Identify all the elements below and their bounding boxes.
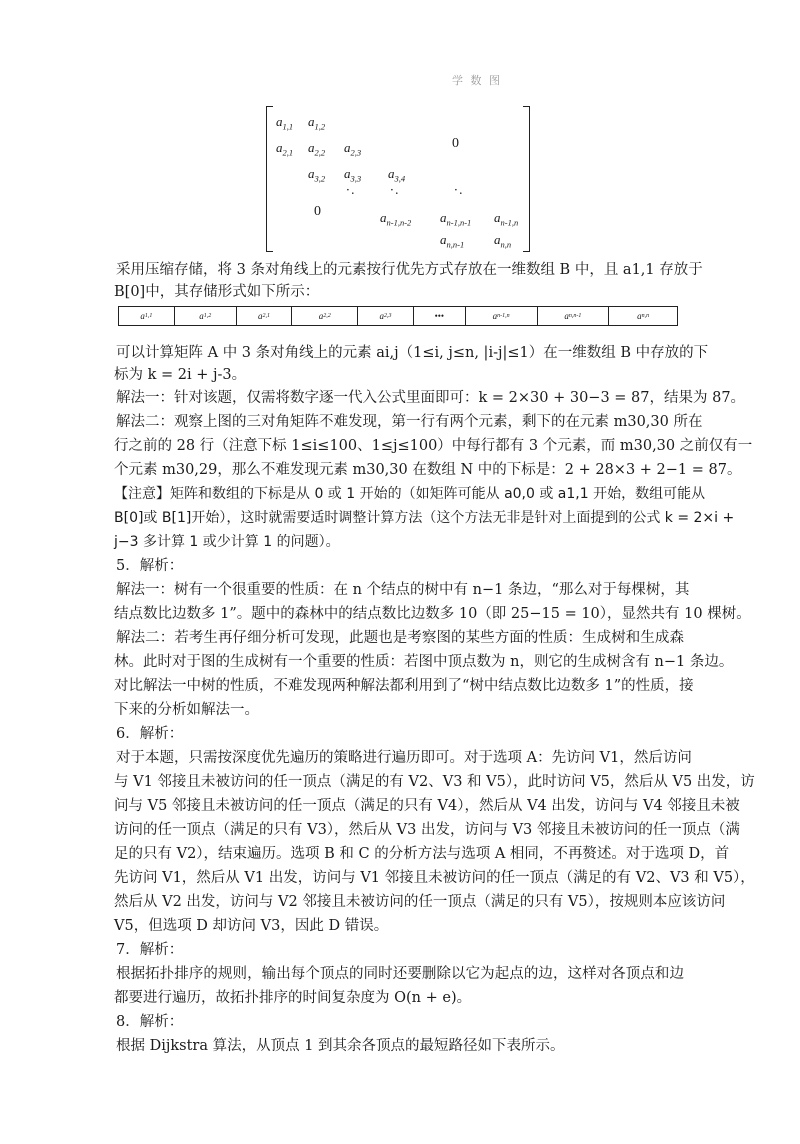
matrix-cell: $a_{2,3}$ [344,140,362,158]
text-line: 标为 k = 2i + j-3。 [114,367,247,383]
text-line: 行之前的 28 行（注意下标 1≤i≤100、1≤j≤100）中每行都有 3 个元素，而 m30,30 之前仅有一 [114,438,753,454]
array-cell: a n-1,n [466,307,538,325]
array-cell: a 2,1 [237,307,293,325]
matrix-diagonal-dots: ·. [454,183,464,197]
section-heading-6: 6．解析： [116,726,184,742]
note-line: B[0]或 B[1]开始），这时就需要适时调整计算方法（这个方法无非是针对上面提到的公式 k = 2×i + [114,510,735,526]
text-line: 根据拓扑排序的规则，输出每个顶点的同时还要删除以它为起点的边，这样对各顶点和边 [116,966,684,982]
section-heading-7: 7．解析： [116,942,184,958]
array-cell: a n,n [637,311,650,321]
section-heading-8: 8．解析： [116,1014,184,1030]
text-line: 结点数比边数多 1”。题中的森林中的结点数比边数多 10（即 25−15 = 10），显然共有 10 棵树。 [114,606,751,622]
matrix-diagonal-dots: ·. [346,183,356,197]
matrix-cell: $a_{n-1,n-1}$ [440,210,472,228]
array-cell: a n,n-1 [538,307,610,325]
matrix-left-bracket [266,106,273,252]
section-heading-5: 5．解析： [116,558,184,574]
text-line: 解法一：树有一个很重要的性质：在 n 个结点的树中有 n−1 条边，“那么对于每棵树，其 [116,582,690,598]
text-line: 与 V1 邻接且未被访问的任一顶点（满足的有 V2、V3 和 V5），此时访问 V5，然后从 V5 出发，访 [114,774,755,790]
text-line: V5，但选项 D 却访问 V3，因此 D 错误。 [114,918,389,934]
page-header-mark: 学 数 图 [452,74,502,87]
text-line: 问与 V5 邻接且未被访问的任一顶点（满足的只有 V4），然后从 V4 出发，访问与 V4 邻接且未被 [114,798,740,814]
note-line: 【注意】矩阵和数组的下标是从 0 或 1 开始的（如矩阵可能从 a0,0 或 a1,1 开始，数组可能从 [114,486,706,502]
text-line: 足的只有 V2），结束遍历。选项 B 和 C 的分析方法与选项 A 相同，不再赘述。对于选项 D，首 [114,846,730,862]
matrix-cell: $a_{n-1,n}$ [494,210,519,228]
matrix-cell: $a_{n-1,n-2}$ [380,210,412,228]
text-line: 访问的任一顶点（满足的只有 V3），然后从 V3 出发，访问与 V3 邻接且未被访问的任一顶点（满 [114,822,740,838]
text-line: 个元素 m30,29，那么不难发现元素 m30,30 在数组 N 中的下标是：2 + 28×3 + 2−1 = 87。 [114,462,742,478]
storage-array-b [118,306,678,326]
text-line: 先访问 V1，然后从 V1 出发，访问与 V1 邻接且未被访问的任一顶点（满足的有 V2、V3 和 V5）， [114,870,755,886]
matrix-cell: $a_{n,n-1}$ [440,232,465,250]
matrix-cell: $a_{3,2}$ [308,166,326,184]
note-line: j−3 多计算 1 或少计算 1 的问题）。 [114,534,340,550]
text-line: 解法二：若考生再仔细分析可发现，此题也是考察图的某些方面的性质：生成树和生成森 [116,630,684,646]
text-line: 解法二：观察上图的三对角矩阵不难发现，第一行有两个元素，剩下的在元素 m30,30 所在 [116,414,703,430]
text-line: 林。此时对于图的生成树有一个重要的性质：若图中顶点数为 n，则它的生成树含有 n−1 条边。 [114,654,734,670]
text-line: 对比解法一中树的性质，不难发现两种解法都利用到了“树中结点数比边数多 1”的性质，接 [114,678,694,694]
text-line: 然后从 V2 出发，访问与 V2 邻接且未被访问的任一顶点（满足的只有 V5），按规则本应该访问 [114,894,726,910]
text-line: 根据 Dijkstra 算法，从顶点 1 到其余各顶点的最短路径如下表所示。 [116,1038,565,1054]
array-ellipsis: ••• [414,307,466,325]
matrix-cell: $a_{2,1}$ [276,140,294,158]
array-cell: a 1,1 [119,307,175,325]
matrix-cell: $a_{3,3}$ [344,166,362,184]
array-cell: a 2,2 [292,307,358,325]
matrix-cell: $a_{2,2}$ [308,140,326,158]
matrix-zero-upper: 0 [452,136,459,151]
matrix-zero-lower: 0 [314,204,321,219]
array-cell: a 2,3 [358,307,414,325]
matrix-cell: $a_{3,4}$ [388,166,406,184]
text-line: 可以计算矩阵 A 中 3 条对角线上的元素 ai,j（1≤i, j≤n, |i-j|≤1）在一维数组 B 中存放的下 [116,345,709,361]
matrix-cell: $a_{n,n}$ [494,232,512,250]
matrix-diagonal-dots: ·. [390,183,400,197]
text-line: 下来的分析如解法一。 [114,702,259,718]
text-line: 采用压缩存储，将 3 条对角线上的元素按行优先方式存放在一维数组 B 中，且 a1,1 存放于 [116,262,703,278]
text-line: 对于本题，只需按深度优先遍历的策略进行遍历即可。对于选项 A：先访问 V1，然后访问 [116,750,692,766]
matrix-right-bracket [523,106,530,252]
text-line: 都要进行遍历，故拓扑排序的时间复杂度为 O(n + e)。 [114,990,472,1006]
text-line: B[0]中，其存储形式如下所示： [114,284,320,300]
matrix-cell: $a_{1,1}$ [276,114,294,132]
array-cell: a 1,2 [175,307,237,325]
tridiagonal-matrix [266,106,530,250]
matrix-cell: $a_{1,2}$ [308,114,326,132]
text-line: 解法一：针对该题，仅需将数字逐一代入公式里面即可：k = 2×30 + 30−3 = 87，结果为 87。 [116,390,746,406]
